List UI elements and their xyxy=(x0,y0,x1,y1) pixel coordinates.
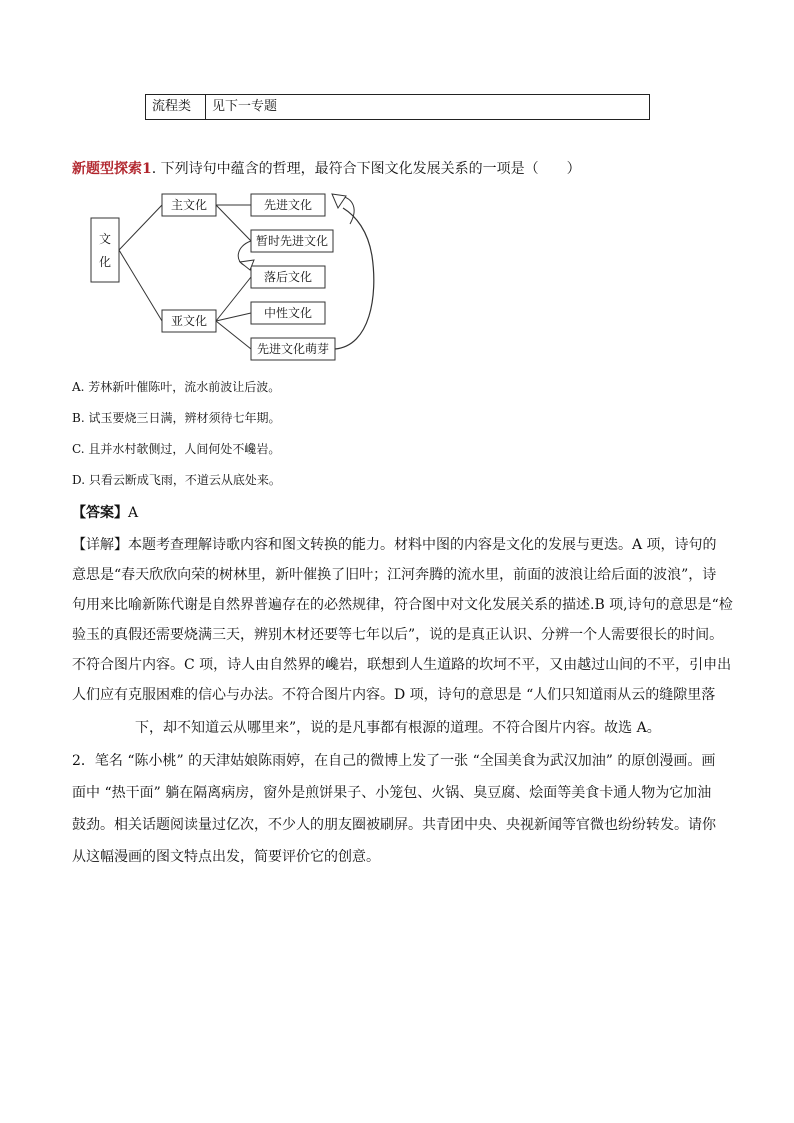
question-1-text: . 下列诗句中蕴含的哲理，最符合下图文化发展关系的一项是（ ） xyxy=(151,161,581,177)
detail-line-7: 下，却不知道云从哪里来”，说的是凡事都有根源的道理。不符合图片内容。故选 A。 xyxy=(135,720,661,736)
main-culture-label: 主文化 xyxy=(170,198,208,212)
question-2-line-3: 鼓劲。相关话题阅读量过亿次，不少人的朋友圈被刷屏。共青团中央、央视新闻等官微也纷纷转发。请你 xyxy=(72,817,716,833)
table-label-cell: 流程类 xyxy=(146,95,206,119)
answer-line xyxy=(72,502,138,522)
question-2-line-1: 2．笔名 “陈小桃” 的天津姑娘陈雨婷，在自己的微博上发了一张 “全国美食为武汉加油” 的原创漫画。画 xyxy=(72,753,716,769)
detail-line-1: 【详解】本题考查理解诗歌内容和图文转换的能力。材料中图的内容是文化的发展与更迭。A 项，诗句的 xyxy=(72,537,717,553)
sub-culture-label: 亚文化 xyxy=(170,314,208,328)
detail-line-2: 意思是“春天欣欣向荣的树林里，新叶催换了旧叶；江河奔腾的流水里，前面的波浪让给后面的波浪”，诗 xyxy=(72,567,717,583)
node-label-5: 先进文化萌芽 xyxy=(256,342,330,356)
root-box xyxy=(91,218,119,282)
culture-diagram xyxy=(88,186,388,370)
question-2-line-2: 面中 “热干面” 躺在隔离病房，窗外是煎饼果子、小笼包、火锅、臭豆腐、烩面等美食卡通人物为它加油 xyxy=(72,785,712,801)
table-value-cell: 见下一专题 xyxy=(212,99,278,114)
node-label-2: 暂时先进文化 xyxy=(255,234,329,248)
detail-line-3: 句用来比喻新陈代谢是自然界普遍存在的必然规律，符合图中对文化发展关系的描述.B 项,诗句的意思是“检 xyxy=(72,597,733,613)
answer-value: A xyxy=(128,505,139,521)
option-a: A. 芳林新叶催陈叶，流水前波让后波。 xyxy=(72,380,281,394)
option-d: D. 只看云断成飞雨，不道云从底处来。 xyxy=(72,473,281,487)
answer-label: 【答案】 xyxy=(72,505,128,521)
root-label-2: 化 xyxy=(98,255,112,269)
option-c: C. 且并水村欹侧过，人间何处不巉岩。 xyxy=(72,442,281,456)
node-label-4: 中性文化 xyxy=(263,306,313,320)
node-label-3: 落后文化 xyxy=(263,270,313,284)
option-b: B. 试玉要烧三日满，辨材须待七年期。 xyxy=(72,411,281,425)
question-tag: 新题型探索1 xyxy=(72,161,152,177)
info-table xyxy=(145,94,650,120)
root-label-1: 文 xyxy=(98,232,112,246)
detail-line-4: 验玉的真假还需要烧满三天，辨别木材还要等七年以后”，说的是真正认识、分辨一个人需要很长的时间。 xyxy=(72,627,724,643)
node-label-1: 先进文化 xyxy=(263,198,313,212)
detail-line-5: 不符合图片内容。C 项，诗人由自然界的巉岩，联想到人生道路的坎坷不平，又由越过山间的不平，引申出 xyxy=(72,657,732,673)
question-2-line-4: 从这幅漫画的图文特点出发，简要评价它的创意。 xyxy=(72,849,380,865)
detail-line-6: 人们应有克服困难的信心与办法。不符合图片内容。D 项，诗句的意思是 “人们只知道雨从云的缝隙里落 xyxy=(72,687,716,703)
question-1-title xyxy=(72,160,581,178)
